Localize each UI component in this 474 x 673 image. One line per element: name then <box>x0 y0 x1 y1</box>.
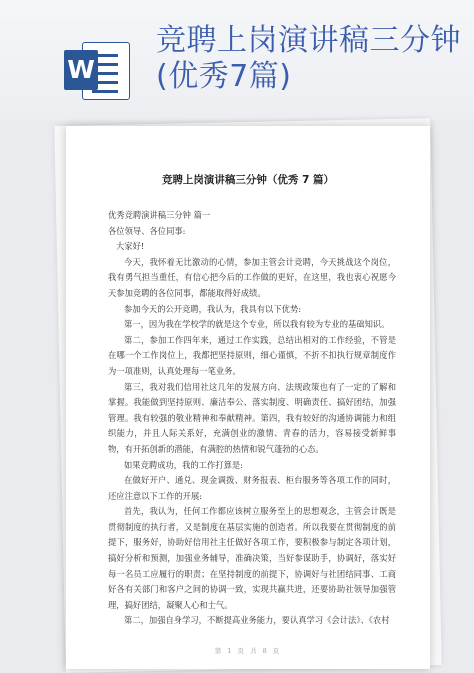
paragraph: 在做好开户、通兑、现金调拨、财务报表、柜台服务等各项工作的同时，还应注意以下工作的开展: <box>108 475 396 501</box>
salutation: 各位领导、各位同事: <box>108 225 186 236</box>
word-document-icon <box>64 38 132 102</box>
paragraph: 参加今天的公开竞聘，我认为，我具有以下优势: <box>124 303 302 314</box>
paragraph: 第二，参加工作四年来，通过工作实践，总结出相对的工作经验，不管是在哪一个工作岗位上，我都把坚持原则，细心谨慎，不折不扣执行规章制度作为一项准则，认真处理每一笔业务。 <box>108 334 396 376</box>
page-number: 第 1 页 共 8 页 <box>214 647 282 655</box>
paragraph: 第一，因为我在学校学的就是这个专业，所以我有较为专业的基础知识。 <box>124 319 390 330</box>
greeting: 大家好! <box>116 241 145 252</box>
header-banner <box>0 0 474 120</box>
paragraph: 今天，我怀着无比激动的心情，参加主管会计竞聘，今天挑战这个岗位，我有勇气担当重任，有信心把今后的工作做的更好，在这里，我也衷心祝愿今天参加竞聘的各位同事，都能取得好成绩。 <box>108 256 396 298</box>
paragraph: 首先，我认为，任何工作都应该树立服务至上的思想观念，主管会计既是贯彻制度的执行者，又是制度在基层实施的创造者。所以我要在贯彻制度的前提下，服务好，协助好信用社主任做好各项工作，要积极参与制定各项计划，搞好分析和预测，加强业务辅导，准确决策，当好参谋助手，协调好，落实好每一名员工应履行的职责；在坚持制度的前提下，协调好与社团结同事、工商好各有关部门和客户之间的协调一致，实现共赢共进，还要协助社领导加强管理，搞好团结，凝聚人心和士气。 <box>108 506 396 610</box>
document-body <box>108 208 396 629</box>
document-line <box>92 90 118 93</box>
paragraph: 第三，我对我们信用社这几年的发展方向、法规政策也有了一定的了解和掌握。我能做到坚持原则、廉洁奉公、落实制度、明确责任、搞好团结，加强管理。我有较强的敬业精神和奉献精神。第四，我有较好的沟通协调能力和组织能力，并且人际关系好，充满创业的激情、青春的活力，容易接受新鲜事物，有开拓创新的潜能，有满腔的热情和锐气蓬勃的心态。 <box>108 381 396 454</box>
paragraph: 第二，加强自身学习，不断提高业务能力，要认真学习《会计法》、《农村 <box>124 615 390 626</box>
document-page <box>66 126 430 669</box>
word-logo-letter: W <box>64 50 98 90</box>
document-title: 竞聘上岗演讲稿三分钟（优秀 7 篇） <box>161 174 335 186</box>
banner-title: 竞聘上岗演讲稿三分钟(优秀7篇) <box>156 23 461 94</box>
paragraph: 如果竞聘成功，我的工作打算是: <box>124 459 243 470</box>
section-heading: 优秀竞聘演讲稿三分钟 篇一 <box>108 210 211 220</box>
